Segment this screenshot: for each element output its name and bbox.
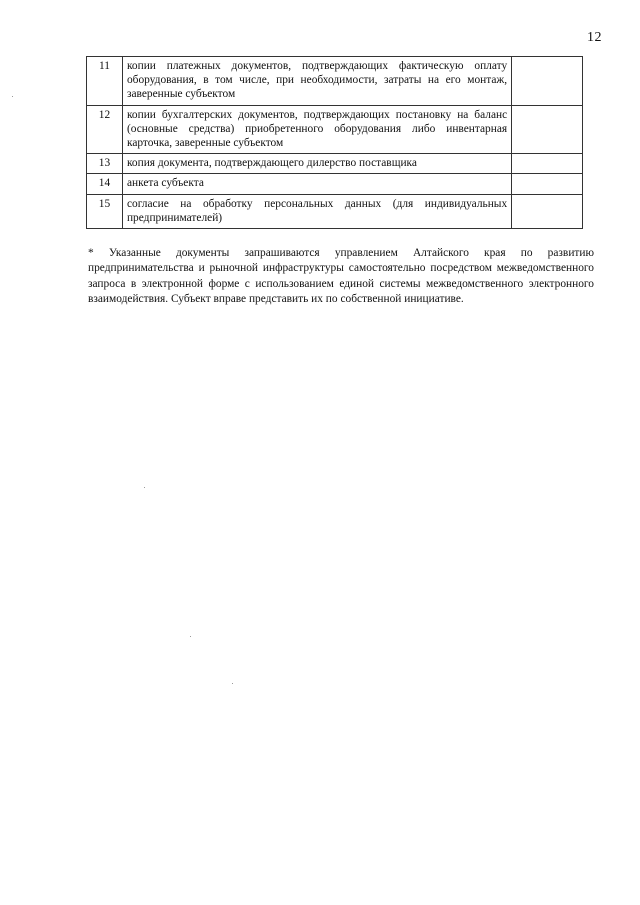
- row-mark-cell: [512, 154, 583, 174]
- table-row: [87, 174, 583, 194]
- row-mark-cell: [512, 174, 583, 194]
- row-description: анкета субъекта: [122, 174, 511, 194]
- footnote: * Указанные документы запрашиваются управлением Алтайского края по развитию предпринимательства и рыночной инфраструктуры самостоятельно посредством межведомственного запроса в электронной форме с использованием единой системы межведомственного электронного взаимодействия. Субъект вправе представить их по собственной инициативе.: [88, 247, 594, 306]
- row-number: 15: [87, 194, 123, 228]
- table-row: [87, 194, 583, 228]
- row-mark-cell: [512, 194, 583, 228]
- row-number: 11: [87, 57, 123, 106]
- row-mark-cell: [512, 57, 583, 106]
- row-description: копия документа, подтверждающего дилерство поставщика: [122, 154, 511, 174]
- scan-speck: [144, 487, 145, 488]
- table-row: [87, 154, 583, 174]
- table-row: [87, 57, 583, 106]
- row-number: 13: [87, 154, 123, 174]
- table-row: [87, 105, 583, 154]
- row-description: копии платежных документов, подтверждающих фактическую оплату оборудования, в том числе, при необходимости, затраты на его монтаж, заверенные субъектом: [122, 57, 511, 106]
- scan-speck: [12, 96, 13, 97]
- row-number: 14: [87, 174, 123, 194]
- row-description: копии бухгалтерских документов, подтверждающих постановку на баланс (основные средства) приобретенного оборудования либо инвентарная карточка, заверенные субъектом: [122, 105, 511, 154]
- row-number: 12: [87, 105, 123, 154]
- page-number: 12: [587, 30, 602, 45]
- scan-speck: [190, 636, 191, 637]
- scan-speck: [232, 683, 233, 684]
- documents-table: [86, 56, 583, 229]
- row-description: согласие на обработку персональных данных (для индивидуальных предпринимателей): [122, 194, 511, 228]
- row-mark-cell: [512, 105, 583, 154]
